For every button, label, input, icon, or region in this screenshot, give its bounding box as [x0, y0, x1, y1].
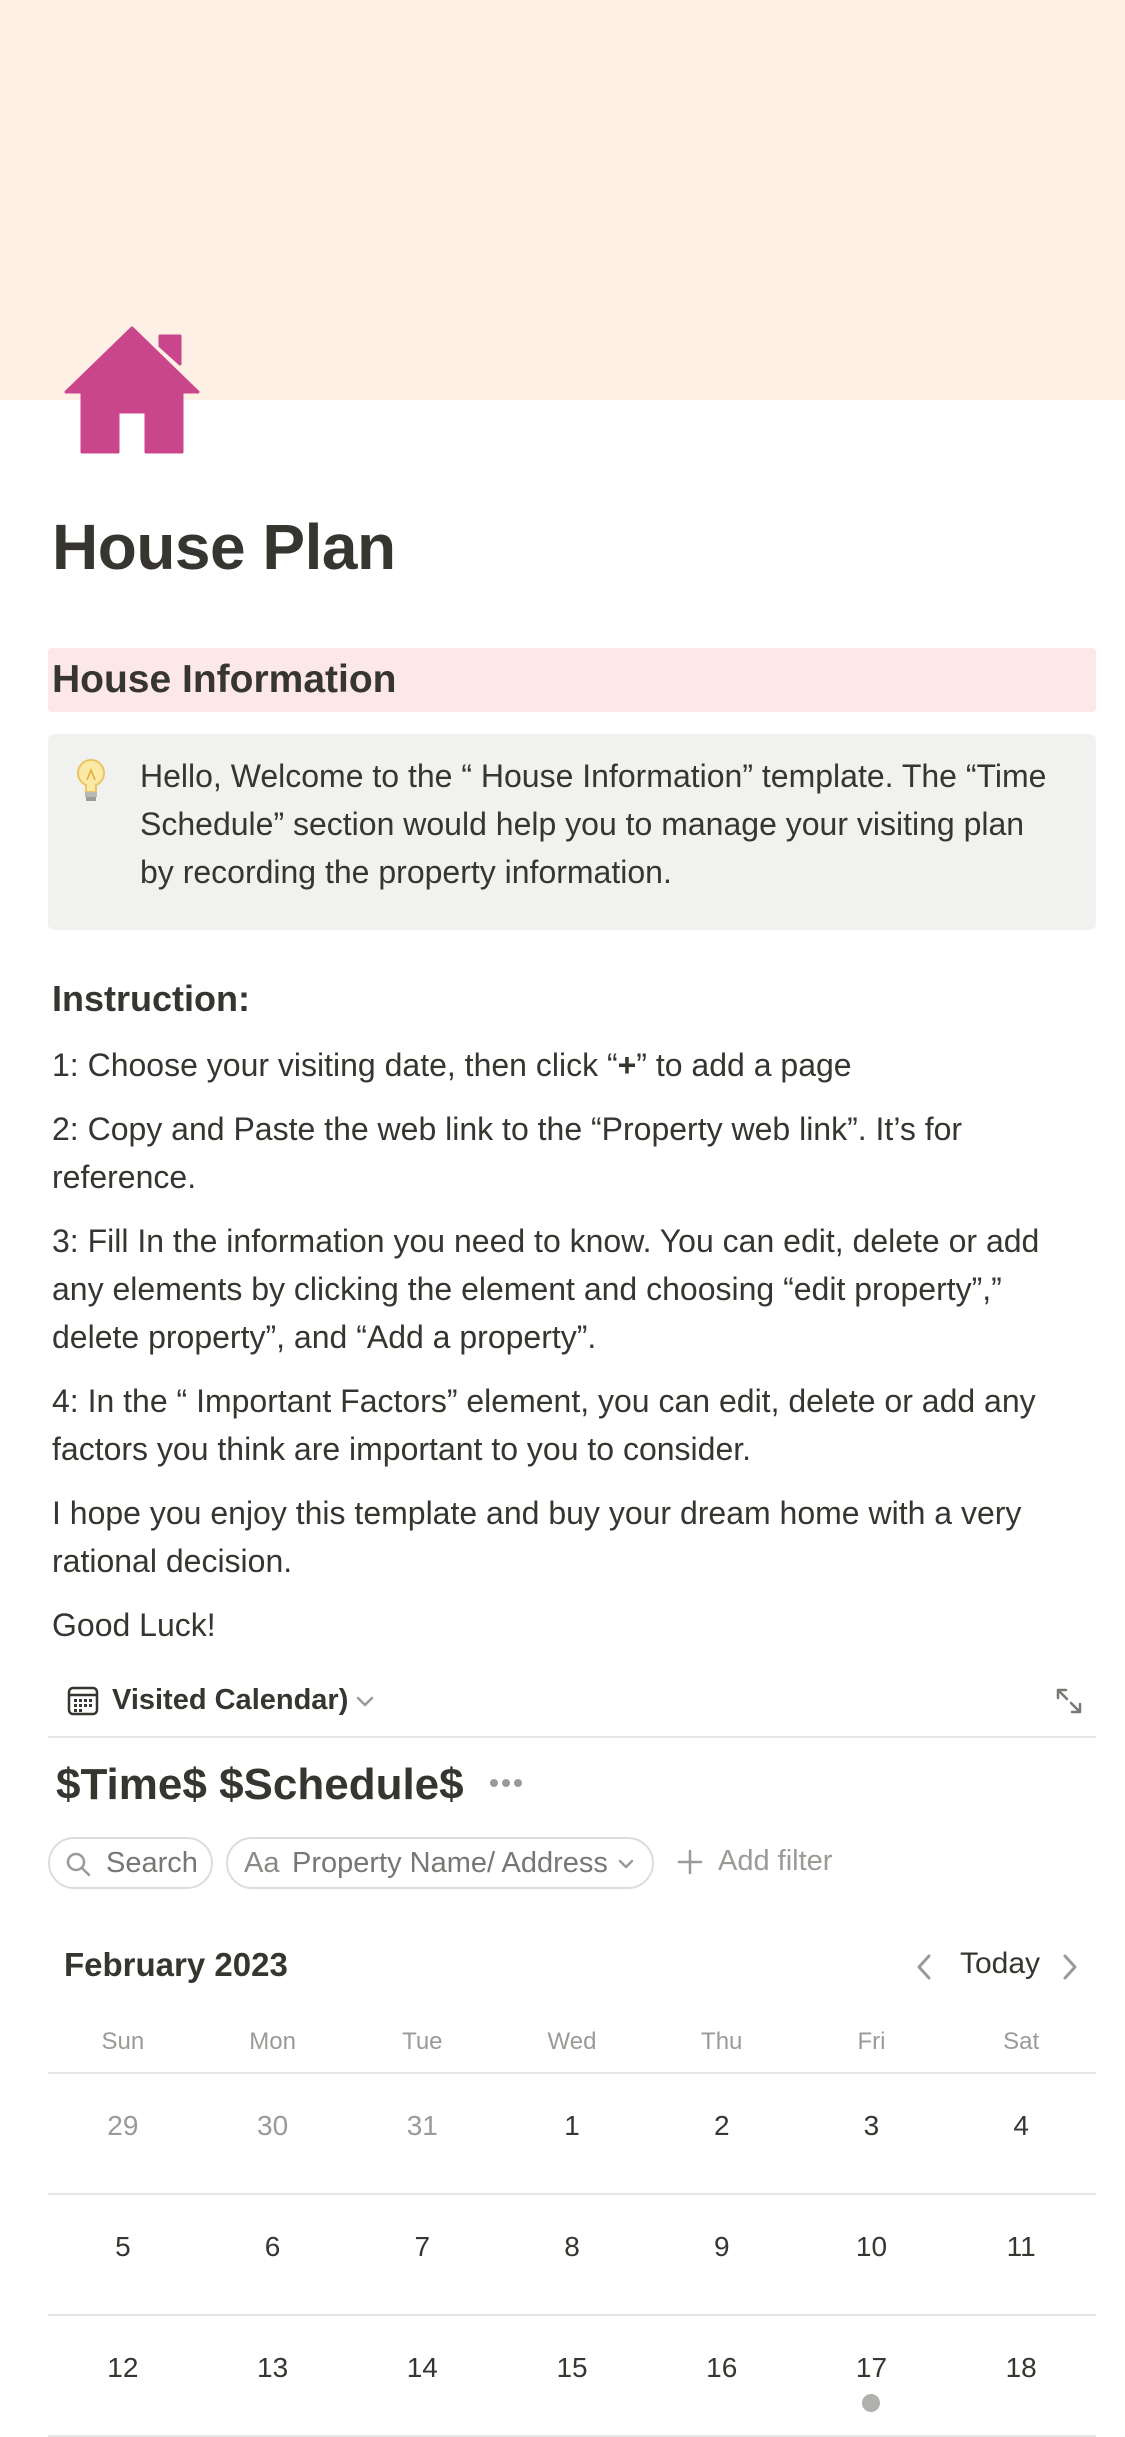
calendar-weekday-row — [48, 2028, 1096, 2072]
calendar-day-cell[interactable] — [647, 2195, 797, 2314]
welcome-callout[interactable] — [48, 734, 1096, 930]
more-options-icon[interactable] — [486, 1776, 526, 1790]
calendar-day-number: 15 — [556, 2352, 588, 2383]
section-heading[interactable] — [48, 648, 1096, 712]
calendar-day-cell[interactable] — [48, 2316, 198, 2435]
calendar-day-cell[interactable] — [497, 2074, 647, 2193]
weekday-label: Fri — [857, 2028, 886, 2055]
database-view-selector[interactable]: Visited Calendar) — [112, 1684, 349, 1716]
calendar-day-cell[interactable] — [797, 2195, 947, 2314]
calendar-day-cell[interactable] — [797, 2316, 947, 2435]
calendar-day-number: 14 — [406, 2352, 438, 2383]
calendar-day-number: 13 — [257, 2352, 289, 2383]
plus-symbol: + — [617, 1047, 637, 1083]
calendar-day-number: 3 — [863, 2110, 880, 2141]
chevron-down-icon[interactable] — [354, 1690, 376, 1712]
calendar-day-cell[interactable] — [946, 2316, 1096, 2435]
calendar-day-cell[interactable] — [797, 2074, 947, 2193]
weekday-label: Sat — [1003, 2028, 1040, 2055]
calendar-day-number: 31 — [406, 2110, 438, 2141]
instruction-step-1[interactable] — [52, 1041, 1082, 1089]
step-1-text-before: 1: Choose your visiting date, then click “ — [52, 1047, 618, 1083]
calendar-day-number: 6 — [264, 2231, 281, 2262]
calendar-day-cell[interactable] — [48, 2195, 198, 2314]
today-marker-dot — [862, 2394, 880, 2412]
calendar-day-number: 12 — [107, 2352, 139, 2383]
calendar-day-cell[interactable] — [347, 2316, 497, 2435]
calendar-day-cell[interactable] — [946, 2195, 1096, 2314]
instruction-step-4[interactable]: 4: In the “ Important Factors” element, you can edit, delete or add any factors you think are important to you to consider. — [52, 1383, 1036, 1467]
chevron-right-icon[interactable] — [1056, 1950, 1084, 1984]
page-title[interactable]: House Plan — [52, 511, 396, 583]
calendar-icon — [66, 1684, 100, 1718]
chevron-down-icon — [616, 1854, 636, 1874]
step-1-text-after: ” to add a page — [636, 1047, 852, 1083]
lightbulb-icon — [74, 756, 108, 804]
calendar-day-number: 17 — [855, 2352, 888, 2383]
calendar-day-cell[interactable] — [347, 2195, 497, 2314]
calendar-grid — [48, 2072, 1096, 2437]
instruction-step-3[interactable]: 3: Fill In the information you need to know. You can edit, delete or add any elements by clicking the element and choosing “edit property”,” delete property”, and “Add a property”. — [52, 1223, 1040, 1355]
property-filter-label: Property Name/ Address — [292, 1847, 608, 1879]
calendar-day-cell[interactable] — [497, 2195, 647, 2314]
calendar-day-number: 1 — [564, 2110, 580, 2141]
calendar-day-number: 4 — [1013, 2110, 1029, 2141]
calendar-day-cell[interactable] — [946, 2074, 1096, 2193]
calendar-day-number: 2 — [713, 2110, 730, 2141]
section-heading-text: House Information — [52, 658, 397, 701]
calendar-month-label: February 2023 — [64, 1946, 288, 1983]
calendar-week-row — [48, 2074, 1096, 2195]
calendar-day-cell[interactable] — [198, 2074, 348, 2193]
calendar-day-number: 30 — [257, 2110, 289, 2141]
weekday-label: Wed — [547, 2028, 597, 2055]
add-filter-label: Add filter — [718, 1845, 833, 1877]
instruction-step-2[interactable]: 2: Copy and Paste the web link to the “Property web link”. It’s for reference. — [52, 1111, 963, 1195]
calendar-day-number: 7 — [414, 2231, 431, 2262]
search-icon — [64, 1850, 92, 1878]
plus-icon — [676, 1848, 704, 1876]
search-button[interactable] — [48, 1837, 213, 1889]
calendar-day-number: 16 — [706, 2352, 738, 2383]
calendar-week-row — [48, 2195, 1096, 2316]
calendar-day-cell[interactable] — [647, 2316, 797, 2435]
closing-text[interactable]: I hope you enjoy this template and buy your dream home with a very rational decision. — [52, 1495, 1022, 1579]
callout-text: Hello, Welcome to the “ House Information” template. The “Time Schedule” section would help you to manage your visiting plan by recording the property information. — [140, 758, 1047, 890]
calendar-day-cell[interactable] — [497, 2316, 647, 2435]
expand-icon[interactable] — [1052, 1684, 1086, 1718]
calendar-day-cell[interactable] — [198, 2195, 348, 2314]
database-title[interactable]: $Time$ $Schedule$ — [56, 1760, 464, 1809]
calendar-day-number: 9 — [713, 2231, 730, 2262]
calendar-day-cell[interactable] — [647, 2074, 797, 2193]
calendar-day-number: 11 — [1006, 2231, 1036, 2262]
calendar-day-cell[interactable] — [347, 2074, 497, 2193]
weekday-label: Sun — [101, 2028, 145, 2055]
signoff-text[interactable]: Good Luck! — [52, 1607, 216, 1643]
calendar-day-number: 8 — [564, 2231, 580, 2262]
calendar-day-cell[interactable] — [48, 2074, 198, 2193]
property-filter-chip[interactable] — [226, 1837, 654, 1889]
house-icon[interactable] — [64, 326, 200, 456]
text-property-icon: Aa — [244, 1847, 280, 1879]
weekday-label: Tue — [402, 2028, 443, 2055]
database-view-bar — [48, 1672, 1096, 1738]
weekday-label: Thu — [701, 2028, 743, 2055]
chevron-left-icon[interactable] — [910, 1950, 938, 1984]
today-button[interactable]: Today — [960, 1947, 1041, 1980]
calendar-week-row — [48, 2316, 1096, 2437]
instructions-heading[interactable]: Instruction: — [52, 978, 250, 1019]
calendar-day-number: 5 — [115, 2231, 131, 2262]
calendar-day-number: 18 — [1005, 2352, 1037, 2383]
search-label: Search — [106, 1847, 198, 1879]
calendar-day-cell[interactable] — [198, 2316, 348, 2435]
calendar-day-number: 29 — [107, 2110, 139, 2141]
weekday-label: Mon — [249, 2028, 296, 2055]
calendar-day-number: 10 — [855, 2231, 888, 2262]
